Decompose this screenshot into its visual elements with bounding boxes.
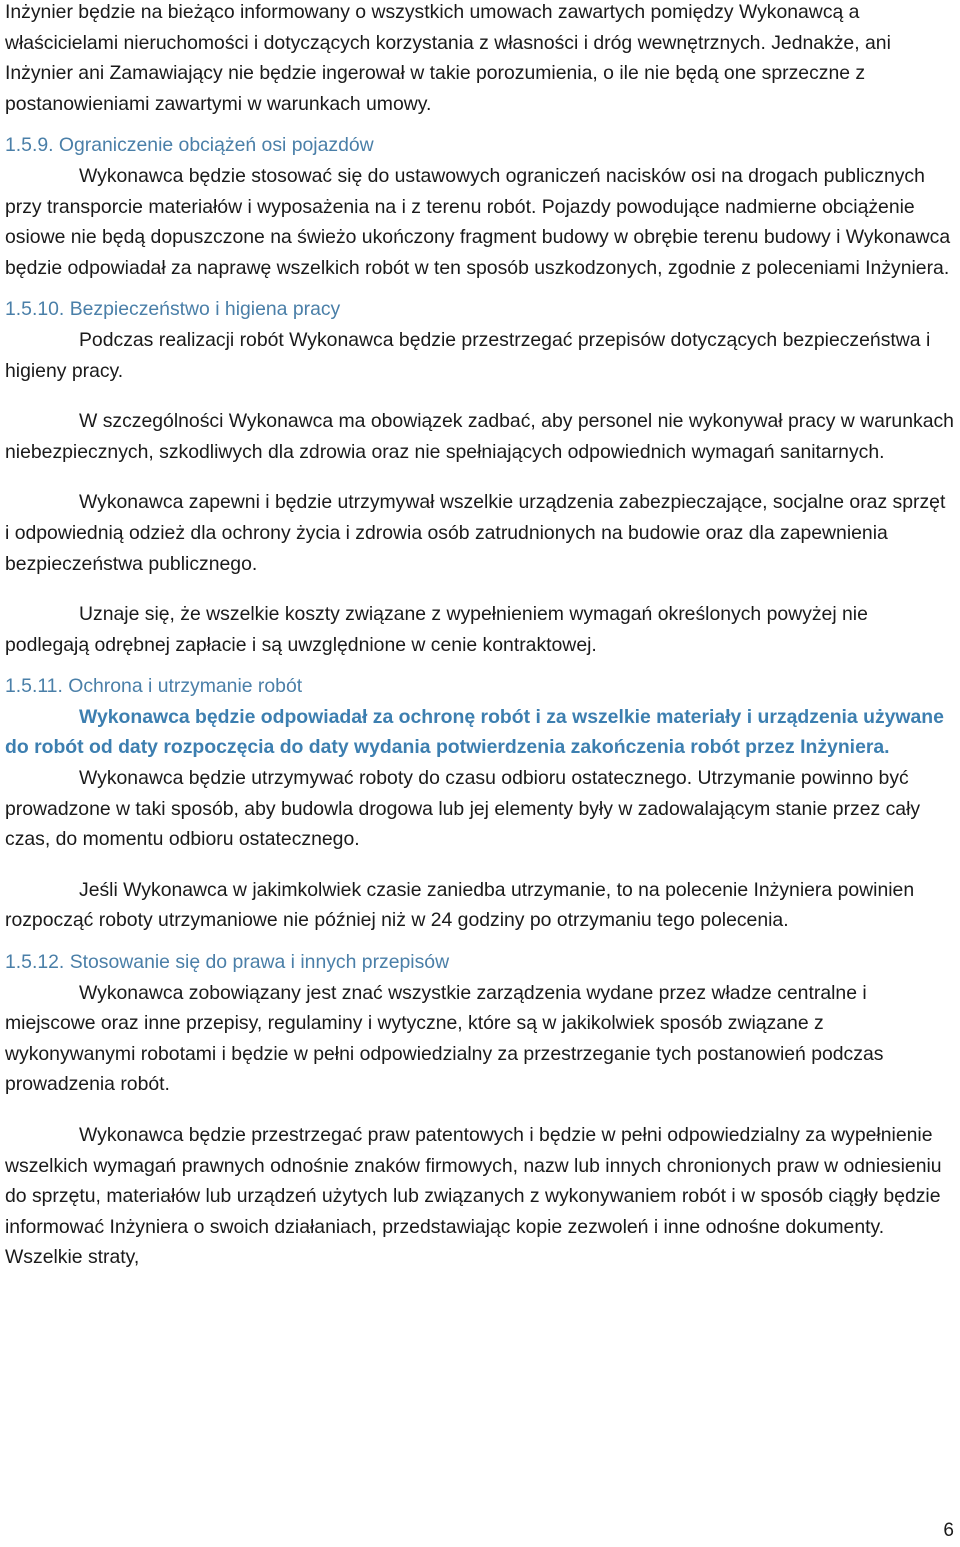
section-paragraph: Uznaje się, że wszelkie koszty związane z wypełnieniem wymagań określonych powyżej nie podlegają odrębnej zapłacie i są uwzględnione w cenie kontraktowej. xyxy=(5,603,868,656)
section-emphasis-paragraph: Wykonawca będzie odpowiadał za ochronę robót i za wszelkie materiały i urządzenia używane do robót od daty rozpoczęcia do daty wydania potwierdzenia zakończenia robót przez Inżyniera. xyxy=(5,705,944,759)
section-number: 1.5.10. xyxy=(5,298,65,321)
section-paragraph: W szczególności Wykonawca ma obowiązek zadbać, aby personel nie wykonywał pracy w warunkach niebezpiecznych, szkodliwych dla zdrowia oraz nie spełniających odpowiednich wymagań sanitarnych. xyxy=(5,410,954,463)
section-number: 1.5.12. xyxy=(5,951,65,974)
section-title: Stosowanie się do prawa i innych przepisów xyxy=(69,951,450,974)
section-paragraph: Wykonawca będzie stosować się do ustawowych ograniczeń nacisków osi na drogach publicznych przy transporcie materiałów i wyposażenia na i z terenu robót. Pojazdy powodujące nadmierne obciążenie osiowe nie będą dopuszczone na świeżo ukończony fragment budowy w obrębie terenu budowy i Wykonawca będzie odpowiadał za naprawę wszelkich robót w ten sposób uszkodzonych, zgodnie z poleceniami Inżyniera. xyxy=(5,164,951,279)
section-paragraph: Jeśli Wykonawca w jakimkolwiek czasie zaniedba utrzymanie, to na polecenie Inżyniera powinien rozpocząć roboty utrzymaniowe nie później niż w 24 godziny po otrzymaniu tego polecenia. xyxy=(5,878,915,932)
section-title: Bezpieczeństwo i higiena pracy xyxy=(69,298,341,321)
document-page xyxy=(5,0,955,1273)
section-heading-1-5-9 xyxy=(5,130,955,161)
section-paragraph: Wykonawca zobowiązany jest znać wszystkie zarządzenia wydane przez władze centralne i miejscowe oraz inne przepisy, regulaminy i wytyczne, które są w jakikolwiek sposób związane z wykonywanymi robotami i będzie w pełni odpowiedzialny za przestrzeganie tych postanowień podczas prowadzenia robót. xyxy=(5,981,884,1096)
section-paragraph: Wykonawca będzie utrzymywać roboty do czasu odbioru ostatecznego. Utrzymanie powinno być prowadzone w taki sposób, aby budowla drogowa lub jej elementy były w zadowalającym stanie przez cały czas, do momentu odbioru ostatecznego. xyxy=(5,767,921,851)
section-heading-1-5-10 xyxy=(5,294,955,325)
section-paragraph: Wykonawca zapewni i będzie utrzymywał wszelkie urządzenia zabezpieczające, socjalne oraz sprzęt i odpowiednią odzież dla ochrony życia i zdrowia osób zatrudnionych na budowie oraz dla zapewnienia bezpieczeństwa publicznego. xyxy=(5,491,946,575)
page-number: 6 xyxy=(943,1520,954,1541)
intro-paragraph: Inżynier będzie na bieżąco informowany o wszystkich umowach zawartych pomiędzy Wykonawcą a właścicielami nieruchomości i dotyczących korzystania z własności i dróg wewnętrznych. Jednakże, ani Inżynier ani Zamawiający nie będzie ingerował w takie porozumienia, o ile nie będą one sprzeczne z postanowieniami zawartymi w warunkach umowy. xyxy=(5,1,891,115)
section-number: 1.5.9. xyxy=(5,134,54,157)
section-paragraph: Wykonawca będzie przestrzegać praw patentowych i będzie w pełni odpowiedzialny za wypełnienie wszelkich wymagań prawnych odnośnie znaków firmowych, nazw lub innych chronionych praw w odniesieniu do sprzętu, materiałów lub urządzeń użytych lub związanych z wykonywaniem robót i w sposób ciągły będzie informować Inżyniera o swoich działaniach, przedstawiając kopie zezwoleń i inne odnośne dokumenty. Wszelkie straty, xyxy=(5,1124,942,1269)
section-heading-1-5-11 xyxy=(5,671,955,702)
section-heading-1-5-12 xyxy=(5,947,955,978)
section-paragraph: Podczas realizacji robót Wykonawca będzie przestrzegać przepisów dotyczących bezpieczeństwa i higieny pracy. xyxy=(5,328,931,382)
section-number: 1.5.11. xyxy=(5,675,63,698)
section-title: Ochrona i utrzymanie robót xyxy=(68,675,303,698)
section-title: Ograniczenie obciążeń osi pojazdów xyxy=(58,134,374,157)
